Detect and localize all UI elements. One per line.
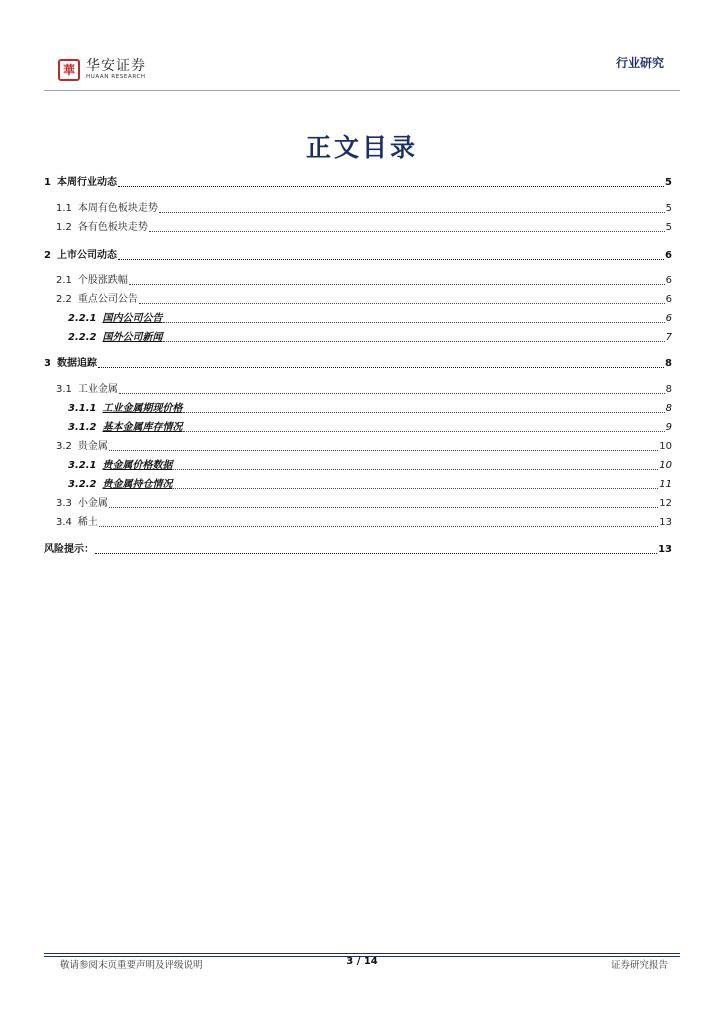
toc-entry-title: 贵金属价格数据 [102,460,173,471]
toc-entry-number: 3.2 [56,441,72,452]
toc-dot-leader [118,176,664,187]
toc-dot-leader [129,274,665,285]
toc-dot-leader [183,421,664,432]
toc-entry-title: 重点公司公告 [77,294,138,305]
toc-entry[interactable] [44,176,672,189]
toc-entry-page: 9 [665,422,672,433]
toc-entry-page: 6 [665,313,672,324]
toc-entry-number: 2 [44,250,51,261]
toc-entry-page: 6 [665,275,672,286]
toc-entry[interactable] [44,478,672,491]
toc-entry-title: 风险提示： [44,544,94,555]
toc-entry[interactable] [44,497,672,510]
toc-entry-number: 3.1.2 [68,422,97,433]
page-number: 3 / 14 [346,956,378,967]
toc-dot-leader [98,357,664,368]
toc-dot-leader [99,516,658,527]
footer-disclaimer: 敬请参阅末页重要声明及评级说明 [60,960,203,971]
toc-entry-number: 3.3 [56,498,72,509]
toc-entry[interactable] [44,312,672,325]
toc-entry-number: 1 [44,177,51,188]
toc-entry-title: 国内公司公告 [102,313,163,324]
toc-entry-title: 个股涨跌幅 [77,275,128,286]
toc-entry-number: 3.2.2 [68,479,97,490]
toc-dot-leader [163,312,664,323]
toc-entry-number: 2.2 [56,294,72,305]
toc-entry-page: 13 [659,517,672,528]
toc-entry-number: 1.2 [56,222,72,233]
toc-dot-leader [118,249,664,260]
toc-dot-leader [109,497,658,508]
footer-divider [44,953,680,954]
toc-entry[interactable] [44,331,672,344]
header-divider [44,90,680,91]
toc-dot-leader [109,440,658,451]
toc-entry-number: 3 [44,358,51,369]
toc-entry-number: 2.2.2 [68,332,97,343]
toc-entry-page: 6 [665,294,672,305]
toc-entry-page: 5 [665,177,672,188]
toc-entry-page: 5 [665,222,672,233]
toc-entry-title: 工业金属 [77,384,118,395]
toc-entry-page: 11 [659,479,672,490]
toc-entry-title: 基本金属库存情况 [102,422,183,433]
toc-entry-number: 2.1 [56,275,72,286]
toc-entry-title: 工业金属期现价格 [102,403,183,414]
toc-entry-number: 3.2.1 [68,460,97,471]
toc-entry-number: 3.1 [56,384,72,395]
toc-entry-title: 国外公司新闻 [102,332,163,343]
toc-dot-leader [119,383,665,394]
toc-dot-leader [159,202,665,213]
toc-dot-leader [149,221,665,232]
toc-dot-leader [139,293,665,304]
toc-entry-number: 2.2.1 [68,313,97,324]
toc-entry[interactable] [44,221,672,234]
toc-entry-title: 稀土 [77,517,98,528]
toc-entry-number: 1.1 [56,203,72,214]
toc-entry-title: 本周行业动态 [56,177,117,188]
footer-report-type: 证券研究报告 [610,960,668,971]
toc-entry-title: 贵金属持仓情况 [102,479,173,490]
toc-entry-page: 10 [659,441,672,452]
toc-entry-title: 数据追踪 [56,358,97,369]
huaan-emblem-icon: 華 [58,59,80,81]
logo-chinese-name: 华安证券 [86,58,146,74]
toc-entry[interactable] [44,357,672,370]
toc-entry[interactable] [44,516,672,529]
toc-entry[interactable] [44,543,672,556]
toc-entry[interactable] [44,383,672,396]
toc-entry-page: 8 [665,403,672,414]
toc-entry[interactable] [44,459,672,472]
section-label: 行业研究 [615,56,664,70]
toc-dot-leader [95,543,657,554]
toc-entry[interactable] [44,202,672,215]
toc-entry-page: 6 [665,250,672,261]
toc-entry[interactable] [44,440,672,453]
toc-entry-page: 10 [659,460,672,471]
toc-entry-title: 小金属 [77,498,108,509]
toc-entry[interactable] [44,421,672,434]
company-logo [58,58,146,81]
toc-dot-leader [183,402,664,413]
toc-dot-leader [173,478,658,489]
toc-entry-page: 8 [665,358,672,369]
toc-entry-page: 7 [665,332,672,343]
toc-entry-page: 5 [665,203,672,214]
toc-entry-page: 8 [665,384,672,395]
toc-entry-title: 上市公司动态 [56,250,117,261]
toc-entry-page: 13 [658,544,672,555]
toc-entry[interactable] [44,274,672,287]
toc-entry-number: 3.4 [56,517,72,528]
toc-entry[interactable] [44,402,672,415]
logo-english-name: HUAAN RESEARCH [86,74,146,80]
toc-entry-page: 12 [659,498,672,509]
toc-entry-title: 贵金属 [77,441,108,452]
toc-entry-number: 3.1.1 [68,403,97,414]
toc-entry[interactable] [44,293,672,306]
toc-entry-title: 各有色板块走势 [77,222,148,233]
toc-entry-title: 本周有色板块走势 [77,203,158,214]
toc-dot-leader [163,331,664,342]
toc-entry[interactable] [44,249,672,262]
page-title: 正文目录 [305,133,418,162]
toc-dot-leader [173,459,658,470]
